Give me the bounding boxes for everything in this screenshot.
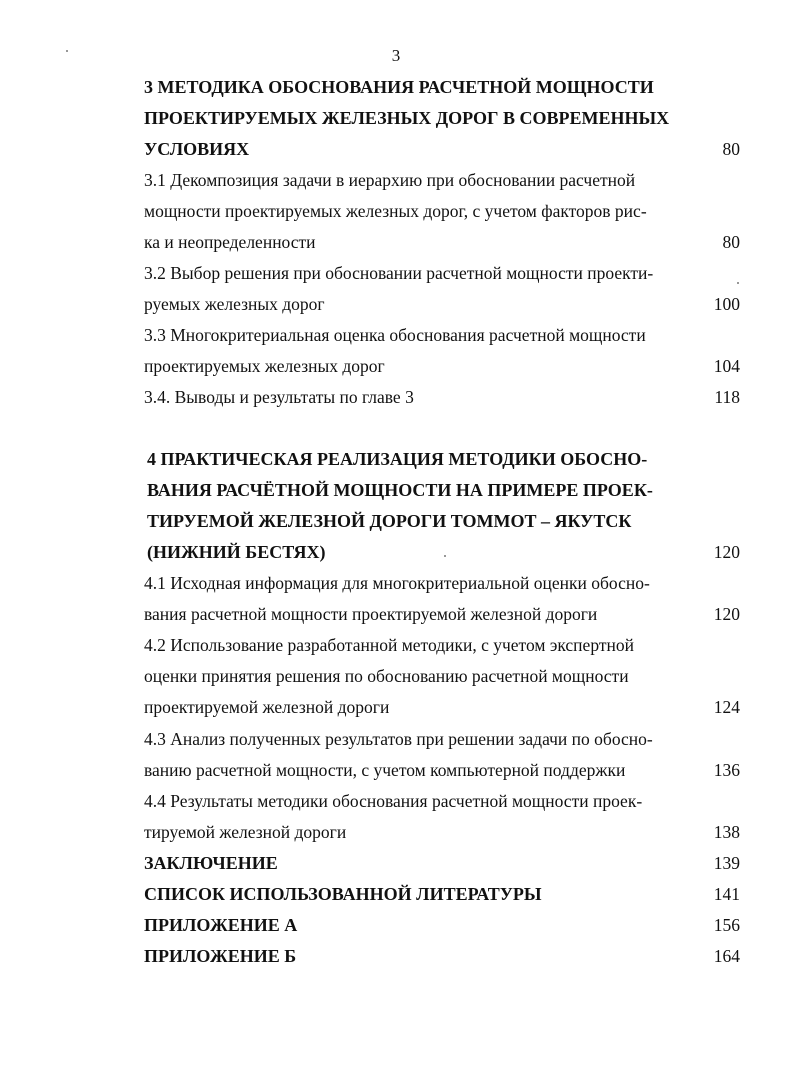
scan-speck (737, 282, 739, 284)
page-number: 3 (391, 46, 401, 65)
toc-entry-4-1-line-1: 4.1 Исходная информация для многокритериальной оценки обосно- (144, 573, 650, 593)
chapter-3-title-line-1: 3 МЕТОДИКА ОБОСНОВАНИЯ РАСЧЕТНОЙ МОЩНОСТИ (144, 77, 654, 97)
toc-entry-appendix-b: ПРИЛОЖЕНИЕ Б 164 (144, 941, 740, 972)
chapter-4-title-line-1: 4 ПРАКТИЧЕСКАЯ РЕАЛИЗАЦИЯ МЕТОДИКИ ОБОСНО- (147, 449, 648, 469)
toc-entry-4-2-line-3: проектируемой железной дороги 124 (144, 692, 740, 723)
chapter-4-title-line-3: ТИРУЕМОЙ ЖЕЛЕЗНОЙ ДОРОГИ ТОММОТ – ЯКУТСК (147, 511, 632, 531)
toc-entry-3-4: 3.4. Выводы и результаты по главе 3 118 (144, 382, 740, 413)
toc-entry-4-2-page: 124 (713, 697, 740, 717)
toc-entry-3-1-line-2: мощности проектируемых железных дорог, с учетом факторов рис- (144, 201, 647, 221)
toc-entry-3-3-line-1: 3.3 Многокритериальная оценка обоснования расчетной мощности (144, 325, 646, 345)
toc-entry-3-4-page: 118 (714, 387, 740, 407)
toc-entry-4-2-line-2: оценки принятия решения по обоснованию расчетной мощности (144, 666, 629, 686)
toc-entry-4-1-page: 120 (713, 604, 740, 624)
chapter-3-title-line-3: УСЛОВИЯХ 80 (144, 134, 740, 165)
toc-entry-references: СПИСОК ИСПОЛЬЗОВАННОЙ ЛИТЕРАТУРЫ 141 (144, 879, 740, 910)
scan-speck (66, 50, 68, 52)
toc-entry-4-4-line-2: тируемой железной дороги 138 (144, 817, 740, 848)
toc-entry-3-2-line-2: руемых железных дорог 100 (144, 289, 740, 320)
toc-entry-conclusion-page: 139 (713, 853, 740, 873)
toc-entry-3-2-page: 100 (713, 294, 740, 314)
toc-entry-3-1-line-1: 3.1 Декомпозиция задачи в иерархию при обосновании расчетной (144, 170, 636, 190)
toc-entry-appendix-a-page: 156 (713, 915, 740, 935)
toc-entry-3-1-page: 80 (722, 232, 740, 252)
toc-entry-4-2-line-1: 4.2 Использование разработанной методики, с учетом экспертной (144, 635, 634, 655)
toc-entry-4-3-line-1: 4.3 Анализ полученных результатов при решении задачи по обосно- (144, 729, 653, 749)
toc-entry-3-1-line-3: ка и неопределенности 80 (144, 227, 740, 258)
toc-entry-conclusion: ЗАКЛЮЧЕНИЕ 139 (144, 848, 740, 879)
toc-entry-4-4-page: 138 (713, 822, 740, 842)
toc-entry-3-2-line-1: 3.2 Выбор решения при обосновании расчетной мощности проекти- (144, 263, 654, 283)
toc-entry-4-4-line-1: 4.4 Результаты методики обоснования расчетной мощности проек- (144, 791, 643, 811)
chapter-3-title-line-2: ПРОЕКТИРУЕМЫХ ЖЕЛЕЗНЫХ ДОРОГ В СОВРЕМЕННЫХ (144, 108, 670, 128)
chapter-4-title-line-2: ВАНИЯ РАСЧЁТНОЙ МОЩНОСТИ НА ПРИМЕРЕ ПРОЕК- (147, 480, 653, 500)
toc-entry-4-1-line-2: вания расчетной мощности проектируемой железной дороги 120 (144, 599, 740, 630)
toc-entry-references-page: 141 (713, 884, 740, 904)
scan-speck (444, 555, 446, 557)
toc-entry-appendix-a: ПРИЛОЖЕНИЕ А 156 (144, 910, 740, 941)
toc-entry-4-3-page: 136 (713, 760, 740, 780)
toc-entry-3-3-page: 104 (713, 356, 740, 376)
chapter-3-page: 80 (722, 139, 740, 159)
toc-entry-3-3-line-2: проектируемых железных дорог 104 (144, 351, 740, 382)
toc-entry-appendix-b-page: 164 (713, 946, 740, 966)
chapter-4-title-line-4: (НИЖНИЙ БЕСТЯХ) 120 (144, 537, 740, 568)
toc-entry-4-3-line-2: ванию расчетной мощности, с учетом компьютерной поддержки 136 (144, 755, 740, 786)
chapter-4-page: 120 (713, 542, 740, 562)
